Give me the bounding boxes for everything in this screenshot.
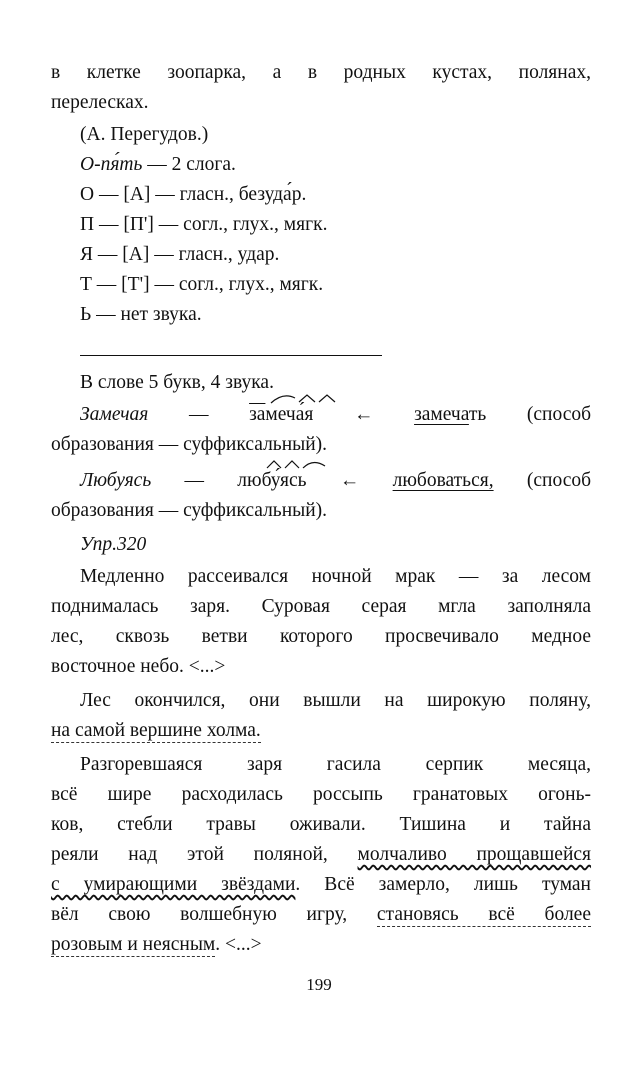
- syllable-line: [80, 150, 591, 180]
- text-line-24: ков, стебли травы оживали. Тишина и тайна: [51, 814, 591, 835]
- text-line-20: Лес окончился, они вышли на широкую поляну,: [80, 690, 591, 711]
- text-line-23: всё шире расходилась россыпь гранатовых огонь-: [51, 784, 591, 805]
- section-divider: [80, 355, 382, 356]
- phonetic-line-3: Я — [А] — гласн., удар.: [80, 244, 280, 265]
- phonetic-line-2: П — [П'] — согл., глух., мягк.: [80, 214, 328, 235]
- morpheme-line-1: [80, 400, 591, 430]
- text-line-21: [51, 716, 591, 746]
- text-line-25: [51, 840, 591, 870]
- morpheme-word: любу́ясь: [237, 470, 307, 491]
- participial-phrase-underline: с умирающими звёздами: [51, 874, 296, 895]
- text-line-16: Медленно рассеивался ночной мрак — за лесом: [80, 566, 591, 587]
- arrow-icon: ←: [353, 404, 374, 425]
- base-ending: ть: [468, 404, 487, 425]
- arrow-icon: ←: [339, 470, 360, 491]
- page-number: 199: [306, 975, 332, 994]
- text-line-27: [51, 900, 591, 930]
- derivation-base-2: любоваться,: [392, 470, 494, 491]
- morpheme-analysis-1: [249, 400, 313, 430]
- phonetic-line-1: О — [А] — гласн., безуда́р.: [80, 184, 307, 205]
- method-label: (способ: [526, 404, 592, 425]
- syllable-count: — 2 слога.: [147, 154, 236, 175]
- text-segment: . Всё замерло, лишь туман: [295, 874, 591, 895]
- phonetic-line-5: Ь — нет звука.: [80, 304, 202, 325]
- text-line-17: поднималась заря. Суровая серая мгла заполняла: [51, 596, 591, 617]
- letters-sounds-summary: В слове 5 букв, 4 звука.: [80, 372, 274, 393]
- phonetic-line-4: Т — [Т'] — согл., глух., мягк.: [80, 274, 324, 295]
- morpheme-line-2: образования — суффиксальный).: [51, 434, 328, 455]
- adverbial-phrase-underline: становясь всё более: [376, 904, 591, 925]
- text-line-26: [51, 870, 591, 900]
- text-line-2: перелесках.: [51, 92, 149, 113]
- dash: —: [184, 470, 204, 491]
- text-line-1: в клетке зоопарка, а в родных кустах, полянах,: [51, 62, 591, 83]
- morpheme-analysis-2: [237, 466, 306, 496]
- text-segment: вёл свою волшебную игру,: [51, 904, 348, 925]
- root-and-suffix: меча́я: [265, 404, 314, 425]
- dash: —: [188, 404, 209, 425]
- text-line-18: лес, сквозь ветви которого просвечивало медное: [51, 626, 591, 647]
- participle-word-1: Замечая: [80, 404, 149, 425]
- adverbial-phrase-underline: розовым и неясным: [51, 934, 216, 955]
- text-line-22: Разгоревшаяся заря гасила серпик месяца,: [80, 754, 591, 775]
- participial-phrase-underline: молчаливо прощавшейся: [357, 844, 592, 865]
- derivation-base-1: [414, 400, 486, 430]
- morpheme-line-3: [80, 466, 591, 496]
- exercise-heading: Упр.320: [80, 534, 147, 555]
- base-stem: замеча: [414, 404, 469, 425]
- participle-word-2: Любуясь: [80, 470, 152, 491]
- method-label: (способ: [526, 470, 592, 491]
- text-segment: реяли над этой поляной,: [51, 844, 328, 865]
- text-line-28: [51, 930, 591, 960]
- source-attribution: (А. Перегудов.): [80, 124, 209, 145]
- text-line-19: восточное небо. <...>: [51, 656, 226, 677]
- analyzed-word: О-пя́ть: [80, 154, 143, 175]
- text-segment: . <...>: [215, 934, 262, 955]
- adverbial-phrase-underline: на самой вершине холма.: [51, 720, 261, 741]
- prefix-mark: за: [249, 404, 266, 425]
- morpheme-line-4: образования — суффиксальный).: [51, 500, 328, 521]
